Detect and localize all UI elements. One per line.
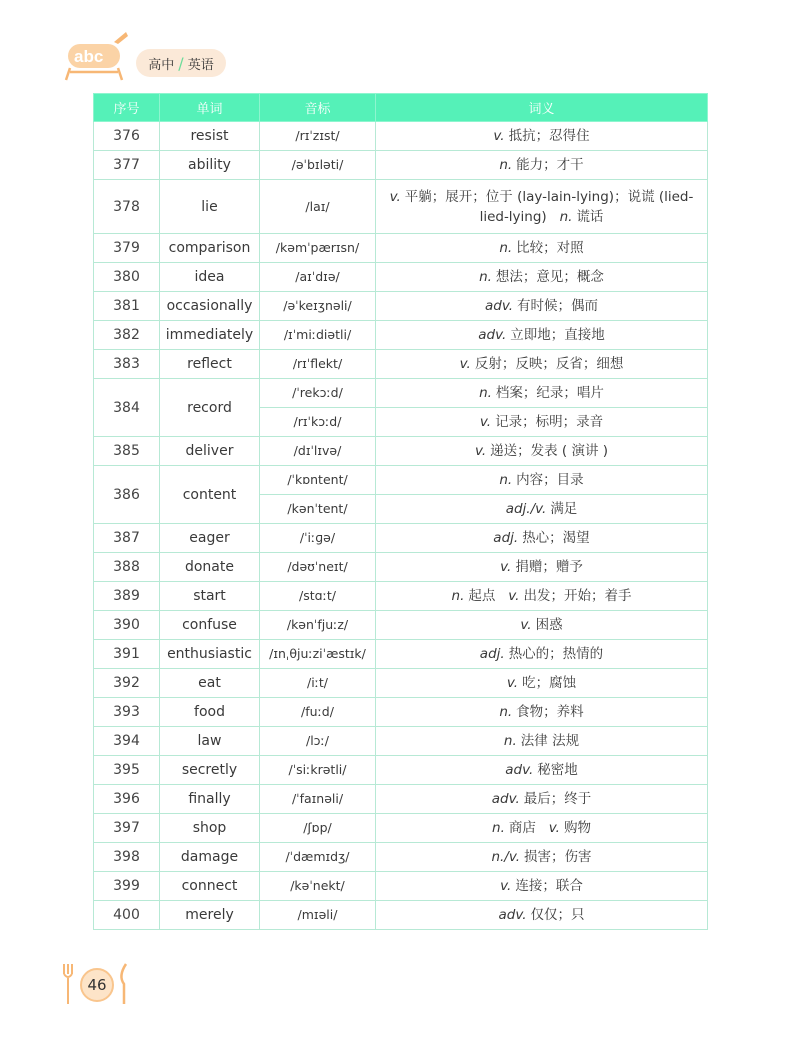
definition-text: 法律 法规 (520, 733, 580, 749)
table-row (94, 321, 708, 350)
row-meaning (376, 408, 708, 437)
row-word: idea (160, 263, 260, 292)
definition-text: 起点 (468, 588, 496, 604)
row-meaning (376, 843, 708, 872)
table-row (94, 611, 708, 640)
part-of-speech: adv. (498, 907, 527, 923)
row-phonetic: /ˈsiːkrətli/ (260, 756, 376, 785)
definition-text: 热心；渴望 (522, 530, 590, 546)
table-row (94, 872, 708, 901)
definition-text: 损害；伤害 (524, 849, 592, 865)
row-word: food (160, 698, 260, 727)
row-meaning (376, 466, 708, 495)
table-row (94, 350, 708, 379)
row-meaning (376, 669, 708, 698)
row-meaning (376, 151, 708, 180)
table-row (94, 727, 708, 756)
row-phonetic: /ɪnˌθjuːziˈæstɪk/ (260, 640, 376, 669)
row-number: 394 (94, 727, 160, 756)
row-word: damage (160, 843, 260, 872)
part-of-speech: v. (506, 675, 519, 691)
row-number: 387 (94, 524, 160, 553)
table-row (94, 698, 708, 727)
definition-text: 仅仅；只 (530, 907, 585, 923)
breadcrumb-level: 高中 (148, 57, 175, 73)
part-of-speech: adj./v. (505, 501, 547, 517)
table-row (94, 122, 708, 151)
part-of-speech: adv. (478, 327, 507, 343)
part-of-speech: n. (499, 472, 513, 488)
row-phonetic: /ˈkɒntent/ (260, 466, 376, 495)
row-phonetic: /ˈfaɪnəli/ (260, 785, 376, 814)
row-phonetic: /aɪˈdɪə/ (260, 263, 376, 292)
row-word: eat (160, 669, 260, 698)
definition-text: 商店 (508, 820, 536, 836)
row-meaning (376, 611, 708, 640)
row-meaning (376, 524, 708, 553)
row-number: 397 (94, 814, 160, 843)
row-word: eager (160, 524, 260, 553)
header-phonetic: 音标 (260, 94, 376, 122)
table-row (94, 524, 708, 553)
definition-text: 反射；反映；反省；细想 (474, 356, 624, 372)
row-phonetic: /laɪ/ (260, 180, 376, 234)
table-row (94, 379, 708, 408)
table-row (94, 640, 708, 669)
row-number: 383 (94, 350, 160, 379)
part-of-speech: n. (479, 385, 492, 401)
abc-logo (62, 30, 134, 82)
row-meaning (376, 553, 708, 582)
row-meaning (376, 234, 708, 263)
table-row (94, 843, 708, 872)
row-number: 392 (94, 669, 160, 698)
row-number: 385 (94, 437, 160, 466)
row-meaning (376, 180, 708, 234)
row-number: 380 (94, 263, 160, 292)
row-phonetic: /dɪˈlɪvə/ (260, 437, 376, 466)
page-number: 46 (80, 968, 114, 1002)
row-phonetic: /ɪˈmiːdiətli/ (260, 321, 376, 350)
table-row (94, 901, 708, 930)
breadcrumb-subject: 英语 (187, 57, 214, 73)
table-row (94, 814, 708, 843)
row-word: immediately (160, 321, 260, 350)
row-meaning (376, 872, 708, 901)
row-number: 390 (94, 611, 160, 640)
row-phonetic: /rɪˈkɔːd/ (260, 408, 376, 437)
row-meaning (376, 263, 708, 292)
row-phonetic: /lɔː/ (260, 727, 376, 756)
row-meaning (376, 640, 708, 669)
row-meaning (376, 814, 708, 843)
definition-text: 内容；目录 (516, 472, 584, 488)
row-phonetic: /stɑːt/ (260, 582, 376, 611)
part-of-speech: v. (479, 414, 492, 430)
part-of-speech: adv. (505, 762, 534, 778)
part-of-speech: v. (508, 588, 520, 604)
definition-text: 记录；标明；录音 (495, 414, 604, 430)
row-phonetic: /ˈdæmɪdʒ/ (260, 843, 376, 872)
row-meaning (376, 495, 708, 524)
row-meaning (376, 122, 708, 151)
row-phonetic: /rɪˈzɪst/ (260, 122, 376, 151)
row-phonetic: /mɪəli/ (260, 901, 376, 930)
row-word: record (160, 379, 260, 437)
table-row (94, 466, 708, 495)
row-word: merely (160, 901, 260, 930)
definition-text: 立即地；直接地 (510, 327, 605, 343)
part-of-speech: v. (500, 878, 512, 894)
vocabulary-table (93, 93, 708, 930)
row-word: connect (160, 872, 260, 901)
row-number: 391 (94, 640, 160, 669)
row-number: 382 (94, 321, 160, 350)
part-of-speech: v. (500, 559, 512, 575)
header-meaning: 词义 (376, 94, 708, 122)
definition-text: 购物 (563, 820, 591, 836)
row-number: 388 (94, 553, 160, 582)
row-number: 396 (94, 785, 160, 814)
part-of-speech: n. (451, 588, 465, 604)
part-of-speech: n. (492, 820, 505, 836)
table-header-row (94, 94, 708, 122)
part-of-speech: v. (389, 188, 401, 205)
row-word: enthusiastic (160, 640, 260, 669)
row-phonetic: /rɪˈflekt/ (260, 350, 376, 379)
row-word: reflect (160, 350, 260, 379)
definition-text: 秘密地 (537, 762, 578, 778)
row-word: secretly (160, 756, 260, 785)
row-phonetic: /ˈiːɡə/ (260, 524, 376, 553)
row-word: comparison (160, 234, 260, 263)
row-phonetic: /iːt/ (260, 669, 376, 698)
definition-text: 吃；腐蚀 (522, 675, 577, 691)
definition-text: 谎话 (576, 208, 604, 225)
part-of-speech: v. (493, 128, 505, 144)
part-of-speech: n./v. (491, 849, 521, 865)
row-phonetic: /kəˈnekt/ (260, 872, 376, 901)
row-meaning (376, 321, 708, 350)
row-number: 379 (94, 234, 160, 263)
row-phonetic: /kənˈtent/ (260, 495, 376, 524)
part-of-speech: v. (520, 617, 532, 633)
definition-text: 能力；才干 (516, 157, 584, 173)
part-of-speech: n. (503, 733, 517, 749)
table-body (94, 122, 708, 930)
breadcrumb (136, 49, 226, 77)
row-number: 381 (94, 292, 160, 321)
definition-text: 平躺；展开；位于 (lay-lain-lying)；说谎 (lied-lied-lying) (404, 188, 694, 225)
row-word: resist (160, 122, 260, 151)
part-of-speech: n. (499, 240, 513, 256)
row-number: 386 (94, 466, 160, 524)
table-row (94, 785, 708, 814)
row-word: ability (160, 151, 260, 180)
logo-text: abc (74, 47, 104, 66)
definition-text: 想法；意见；概念 (495, 269, 604, 285)
definition-text: 食物；养料 (516, 704, 584, 720)
row-number: 395 (94, 756, 160, 785)
part-of-speech: adv. (484, 298, 514, 314)
row-phonetic: /dəʊˈneɪt/ (260, 553, 376, 582)
row-word: occasionally (160, 292, 260, 321)
row-number: 377 (94, 151, 160, 180)
row-number: 400 (94, 901, 160, 930)
part-of-speech: n. (479, 269, 492, 285)
row-meaning (376, 785, 708, 814)
row-word: start (160, 582, 260, 611)
row-phonetic: /kənˈfjuːz/ (260, 611, 376, 640)
definition-text: 连接；联合 (515, 878, 583, 894)
row-word: donate (160, 553, 260, 582)
row-word: confuse (160, 611, 260, 640)
part-of-speech: adv. (491, 791, 520, 807)
part-of-speech: n. (499, 704, 513, 720)
definition-text: 最后；终于 (523, 791, 592, 807)
definition-text: 递送；发表 ( 演讲 ) (490, 443, 609, 459)
definition-text: 困惑 (535, 617, 563, 633)
row-phonetic: /ʃɒp/ (260, 814, 376, 843)
table-row (94, 669, 708, 698)
table-row (94, 756, 708, 785)
row-meaning (376, 756, 708, 785)
row-number: 376 (94, 122, 160, 151)
part-of-speech: v. (459, 356, 471, 372)
definition-text: 捐赠；赠予 (515, 559, 583, 575)
row-meaning (376, 582, 708, 611)
definition-text: 档案；纪录；唱片 (495, 385, 604, 401)
row-meaning (376, 350, 708, 379)
part-of-speech: n. (559, 208, 573, 225)
row-number: 384 (94, 379, 160, 437)
table-row (94, 582, 708, 611)
row-meaning (376, 698, 708, 727)
row-number: 398 (94, 843, 160, 872)
row-phonetic: /fuːd/ (260, 698, 376, 727)
row-number: 399 (94, 872, 160, 901)
definition-text: 热心的；热情的 (508, 646, 604, 662)
row-meaning (376, 901, 708, 930)
row-meaning (376, 379, 708, 408)
part-of-speech: v. (548, 820, 560, 836)
row-word: lie (160, 180, 260, 234)
part-of-speech: n. (499, 157, 513, 173)
table-row (94, 437, 708, 466)
breadcrumb-separator: / (178, 53, 184, 73)
header-word: 单词 (160, 94, 260, 122)
part-of-speech: v. (474, 443, 487, 459)
row-word: law (160, 727, 260, 756)
definition-text: 比较；对照 (516, 240, 584, 256)
row-meaning (376, 292, 708, 321)
row-phonetic: /əˈbɪləti/ (260, 151, 376, 180)
table-row (94, 151, 708, 180)
row-meaning (376, 727, 708, 756)
table-row (94, 553, 708, 582)
row-word: shop (160, 814, 260, 843)
row-word: finally (160, 785, 260, 814)
row-phonetic: /kəmˈpærɪsn/ (260, 234, 376, 263)
definition-text: 出发；开始；着手 (523, 588, 632, 604)
row-phonetic: /ˈrekɔːd/ (260, 379, 376, 408)
definition-text: 有时候；偶而 (517, 298, 599, 314)
header-number: 序号 (94, 94, 160, 122)
row-word: content (160, 466, 260, 524)
table-row (94, 180, 708, 234)
definition-text: 抵抗；忍得住 (508, 128, 590, 144)
row-number: 378 (94, 180, 160, 234)
part-of-speech: adj. (493, 530, 519, 546)
row-meaning (376, 437, 708, 466)
row-word: deliver (160, 437, 260, 466)
table-row (94, 234, 708, 263)
definition-text: 满足 (550, 501, 578, 517)
table-row (94, 292, 708, 321)
row-number: 393 (94, 698, 160, 727)
table-row (94, 263, 708, 292)
row-phonetic: /əˈkeɪʒnəli/ (260, 292, 376, 321)
row-number: 389 (94, 582, 160, 611)
part-of-speech: adj. (479, 646, 505, 662)
